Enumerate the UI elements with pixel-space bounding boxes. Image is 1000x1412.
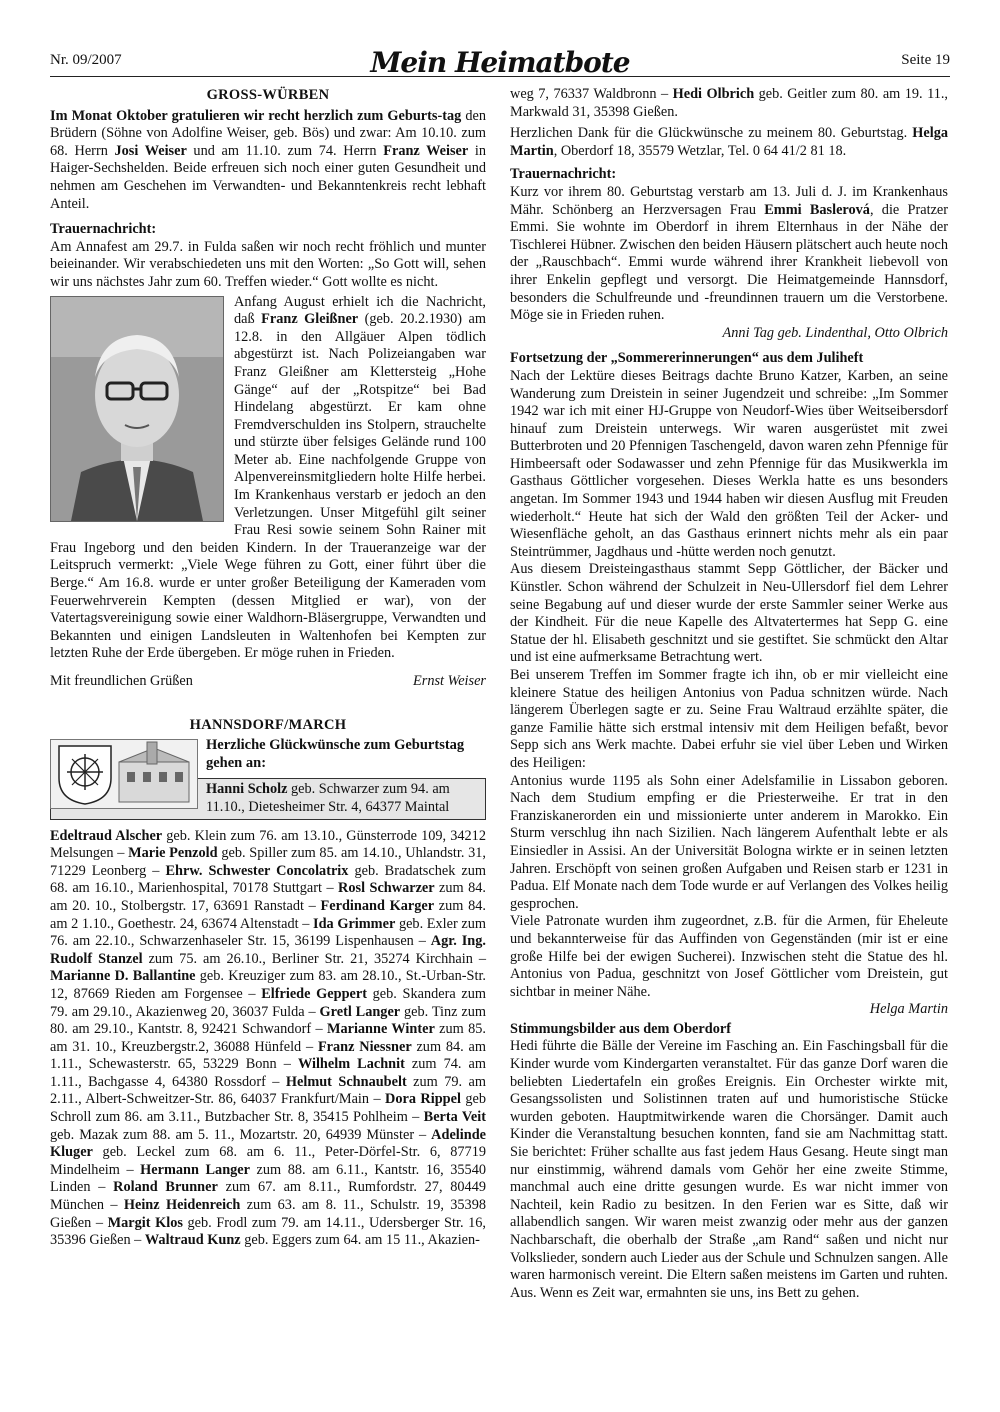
birthday-details: geb. Tinz zum 80. am 29.10., Kantstr. 8, 92421 Schwandorf –: [50, 1003, 486, 1038]
header-rule: [50, 76, 950, 77]
birthday-name: Gretl Langer: [319, 1003, 401, 1020]
birthday-name: Marianne Winter: [326, 1021, 435, 1038]
crest-illustration: [51, 740, 197, 808]
birthday-details: geb. Exler zum 76. am 22.10., Schwarzenhaseler Str. 15, 36199 Lispenhausen –: [50, 915, 487, 950]
article-paragraph-2: Aus diesem Dreisteingasthaus stammt Sepp Göttlicher, der Bäcker und Künstler. Schon während der Schulzeit in Neu-Ullersdorf fiel dem Lehrer seine Begabung auf und dieser wurde der erste Sammler seiner Werke aus der Kindheit. Für die neue Kapelle des Altvatertermes hat Sepp G. eine Statue der hl. Elisabeth geschnitzt und sie gestiftet. Sie schmückt den Altar und ist eine aufmerksame Betrachtung wert.: [510, 561, 948, 666]
birthday-name: Ida Grimmer: [313, 915, 396, 932]
left-column: [50, 86, 486, 1250]
birthday-name: Adelinde Kluger: [50, 1126, 486, 1161]
heading-stimmungsbilder: Stimmungsbilder aus dem Oberdorf: [510, 1020, 731, 1037]
birthday-name: Elfriede Geppert: [261, 985, 367, 1002]
birthday-details: geb. Frodl zum 79. am 14.11., Udersberger Str. 16, 35396 Gießen –: [50, 1214, 486, 1249]
issue-number: Nr. 09/2007: [50, 52, 122, 68]
birthday-details: zum 67. am 8.11., Rumfordstr. 27, 80449 München –: [50, 1179, 487, 1214]
article-paragraph-5: Viele Patronate wurden ihm zugeordnet, z.B. für die Armen, für Eheleute und bekannterweise für das Auffinden von Gegenständen (mir ist er eine große Hilfe bei der ewigen Sucherei). Inzwischen steht die Statue des hl. Antonius von Padua, geschnitzt von Josef Göttlicher vom Dreistein, gut sichtbar in meiner Nähe.: [510, 913, 948, 1000]
birthday-name: Berta Veit: [423, 1109, 486, 1126]
birthday-name: Roland Brunner: [113, 1179, 218, 1196]
birthday-details: geb. Klein zum 76. am 13.10., Günsterrode 109, 34212 Melsungen –: [50, 827, 486, 862]
birthday-name: Marie Penzold: [128, 845, 218, 862]
thanks-paragraph: Herzlichen Dank für die Glückwünsche zu meinem 80. Geburtstag. Helga Martin, Oberdorf 18, 35579 Wetzlar, Tel. 0 64 41/2 81 18.: [510, 125, 948, 159]
section-title-hannsdorf: HANNSDORF/MARCH: [189, 716, 347, 733]
birthday-name: Marianne D. Ballantine: [50, 968, 196, 985]
birthday-paragraph: Im Monat Oktober gratulieren wir recht herzlich zum Geburts-tag den Brüdern (Söhne von Adolfine Weiser, geb. Bös) und zwar: Am 10.10. zum 68. Herrn Josi Weiser und am 11.10. zum 74. Herrn Franz Weiser in Haiger-Sechshelden. Beide erfreuen sich noch einer guten Gesundheit und nehmen am Geschehen im Verwandten- und Bekanntenkreis recht lebhaft Anteil.: [50, 107, 486, 212]
birthday-details: geb Schroll zum 86. am 3.11., Butzbacher Str. 8, 35415 Pohlheim –: [50, 1091, 486, 1126]
highlighted-birthday-box: Hanni Scholz geb. Schwarzer zum 94. am 11.10., Dietesheimer Str. 4, 64377 Maintal: [50, 778, 486, 819]
birthday-details: zum 75. am 26.10., Berliner Str. 21, 35274 Kirchhain –: [142, 950, 486, 967]
portrait-illustration: [51, 297, 223, 521]
birthday-details: zum 79. am 2.11., Albert-Schweitzer-Str. 86, 64037 Frankfurt/Main –: [50, 1073, 486, 1108]
page-number: Seite 19: [901, 52, 950, 68]
portrait-photo: [50, 296, 224, 522]
birthday-name: Heinz Heidenreich: [123, 1197, 241, 1214]
masthead-title: Mein Heimatbote: [370, 46, 630, 79]
birthday-name: Wilhelm Lachnit: [297, 1056, 405, 1073]
birthday-details: zum 74. am 1.11., Bachgasse 4, 64380 Rossdorf –: [50, 1056, 486, 1090]
birthday-list-continued: weg 7, 76337 Waldbronn – Hedi Olbrich geb. Geitler zum 80. am 19. 11., Markwald 31, 35398 Gießen.: [510, 86, 949, 120]
birthday-list: [50, 828, 486, 1250]
birthday-name: Agr. Ing. Rudolf Stanzel: [50, 933, 486, 967]
right-column: [510, 86, 948, 1302]
article-paragraph-3: Bei unserem Treffen im Sommer fragte ich ihn, ob er mir vielleicht eine kleinere Statue des heiligen Antonius von Padua schnitzen würde. Nach längerem Überlegen sagte er zu. Seine Frau Waltraud erzählte später, die ganze Familie hätte sich erstmal intensiv mit dem Heiligen befaßt, bevor Sepp sich ans Werk machte. Dabei erfuhr sie viel über Leben und Wirken des Heiligen:: [510, 667, 948, 771]
page-header: [50, 46, 950, 79]
subheading-trauernachricht: Trauernachricht:: [50, 221, 157, 238]
subheading-trauernachricht-2: Trauernachricht:: [510, 166, 617, 183]
birthday-name: Edeltraud Alscher: [50, 827, 163, 844]
birthday-details: zum 84. am 1.11., Schewasterstr. 65, 53229 Bonn –: [50, 1038, 486, 1073]
birthday-name: Margit Klos: [107, 1214, 183, 1231]
birthday-details: geb. Bradatschek zum 68. am 16.10., Marienhospital, 70178 Stuttgart –: [50, 862, 486, 897]
birthday-name: Helmut Schnaubelt: [285, 1073, 407, 1090]
village-crest-image: [50, 739, 198, 809]
birthday-details: zum 63. am 8. 11., Schulstr. 19, 35398 Gießen –: [50, 1197, 487, 1231]
heading-sommererinnerungen: Fortsetzung der „Sommererinnerungen“ aus dem Juliheft: [510, 350, 864, 367]
obituary-2: Kurz vor ihrem 80. Geburtstag verstarb am 13. Juli d. J. im Krankenhaus Mähr. Schönberg an Herzversagen Frau Emmi Baslerová, die Pratzer Emmi. Sie wohnte im Oberdorf in ihrem Elternhaus in der Nähe der Tischlerei Hübner. Zwischen den beiden Häusern plätschert auch heute noch der „Rauschbach“. Emmi wurde während ihrer Krankheit liebevoll von ihrer Enkelin gepflegt und versorgt. Die Heimatgemeinde Hannsdorf, besonders die Schulfreunde und -freundinnen trauern um die Verstorbene. Möge sie in Frieden ruhen.: [510, 183, 949, 324]
birthday-name: Franz Niessner: [317, 1038, 412, 1055]
birthday-heading: Herzliche Glückwünsche zum Geburtstag gehen an:: [206, 737, 465, 771]
birthday-name: Ehrw. Schwester Concolatrix: [165, 862, 349, 879]
article-paragraph-1: Nach der Lektüre dieses Beitrags dachte Bruno Katzer, Karben, an seine Wanderung zum Dreistein in seiner Jugendzeit und schreibe: „Im Sommer 1942 war ich mit einer HJ-Gruppe von Neudorf-Wies über Weitseibersdorf hinauf zum Dreistein unterwegs. Wir waren ausgerüstet mit zwei Butterbroten und 20 Pfennigen Taschengeld, davon waren zehn Pfennige für Himbeersaft oder Sodawasser und zehn Pfennige für das Musikwerkla im Gasthaus Göttlicher vorgesehen. Dieses Werkla hatte es uns besonders angetan. Im Sommer 1943 und 1944 haben wir diesen Ausflug mit Freuden wiederholt.“ Heute hat sich der Wald den größten Teil der Acker- und Wiesenfläche geholt, an das Gasthaus erinnert nichts mehr als ein paar Steintrümmer, Jagdhaus und -hütte werden noch genutzt.: [510, 367, 948, 560]
birthday-details: geb. Spiller zum 85. am 14.10., Uhlandstr. 31, 71229 Leonberg –: [50, 845, 486, 879]
article-paragraph-4: Antonius wurde 1195 als Sohn einer Adelsfamilie in Lissabon geboren. Nach dem Studium empfing er die Priesterweihe. Er trat in den Franziskanerorden ein und missionierte unter anderem in Marokko. Ein Sturm verschlug ihn nach Sizilien. Nach längerem Aufenthalt lebte er als Einsiedler in Assisi. An der Universität Bologna wirkte er in seinen letzten Jahren. Erschöpft von seinen großen Aufgaben und Reisen starb er 1231 in Padua. Elf Monate nach dem Tode wurde er auf Verlangen des Volkes heilig gesprochen.: [510, 772, 948, 912]
birthday-name: Hermann Langer: [140, 1161, 250, 1178]
birthday-details: zum 84. am 2 1.10., Goethestr. 24, 63674 Altenstadt –: [50, 897, 486, 932]
obituary-2-signature: Anni Tag geb. Lindenthal, Otto Olbrich: [722, 324, 948, 341]
birthday-details: geb. Leckel zum 68. am 6. 11., Peter-Dörfel-Str. 6, 87719 Mindelheim –: [50, 1144, 486, 1178]
section-title-gross-wuerben: GROSS-WÜRBEN: [206, 87, 330, 103]
birthday-details: zum 85. am 31. 10., Kreuzbergstr.2, 36088 Hünfeld –: [50, 1021, 486, 1055]
birthday-details: zum 84. am 20. 10., Stolbergstr. 17, 63691 Ranstadt –: [50, 880, 486, 914]
obituary-intro: Am Annafest am 29.7. in Fulda saßen wir noch recht fröhlich und munter beieinander. Wir verabschiedeten uns mit den Worten: „So Gott will, sehen wir uns nächstes Jahr zum 60. Treffen wieder.“ Gott wollte es nicht.: [50, 238, 486, 290]
birthday-name: Dora Rippel: [385, 1091, 461, 1108]
signature-row: [50, 673, 486, 691]
stimmungsbilder-paragraph: Hedi führte die Bälle der Vereine im Fasching an. Ein Faschingsball für die Kinder wurde vom Kindergarten veranstaltet. Für das ganze Dorf waren die beliebten Liedertafeln ein großes Ereignis. Ein Orchester wirkte mit, Gesangssolisten und Solistinnen traten auf und humoristische Stücke wurden geboten. Hauptmitwirkende waren die Chorsänger. Damit auch Kinder die Veranstaltung besuchen konnten, fand sie am Nachmittag statt. Sie berichtet: Früher schallte aus fast jedem Haus Gesang. Heute singt man nur einstimmig, während damals vom Gehör her eine zweite Stimme, manchmal auch eine dritte gesungen wurde. Es war nicht immer von Nachteil, kein Radio zu besitzen. In den Ferien war es Sitte, daß wir allabendlich sangen. Wir waren meist zwanzig oder mehr aus der ganzen Nachbarschaft, die oberhalb der Straße „am Rand“ saßen und nicht nur Volkslieder, sondern auch Lieder aus der Schule und Schnulzen sangen. Alle waren harmonisch vereint. Die Eltern saßen meistens im Garten und ruhten. Aus. Wenn es Zeit war, ermahnten sie uns, ins Bett zu gehen.: [510, 1038, 948, 1301]
greeting: Mit freundlichen Grüßen: [50, 673, 193, 689]
article-signature: Helga Martin: [869, 1001, 948, 1018]
birthday-details: geb. Kreuziger zum 83. am 28.10., St.-Urban-Str. 12, 87669 Rieden am Forgensee –: [50, 968, 487, 1002]
obituary-text: Anfang August erhielt ich die Nachricht, daß Franz Gleißner (geb. 20.2.1930) am 12.8. in den Allgäuer Alpen tödlich abgestürzt ist. Nach Polizeiangaben war Franz Gleißner am Klettersteig „Hohe Gänge“ auf der „Rotspitze“ bei Bad Hindelang abgestürzt. Er kam ohne Fremdverschulden ins Stolpern, strauchelte und stürzte über felsiges Gelände rund 100 Meter ab. Eine nachfolgende Gruppe von Alpenvereinsmitgliedern holte Hilfe herbei. Im Krankenhaus verstarb er jedoch an den Verletzungen. Unser Mitgefühl gilt seiner Frau Resi sowie seinem Sohn Rainer mit Frau Ingeborg und den beiden Kindern. In der Traueranzeige war der Leitspruch vermerkt: „Viele Wege führen zu Gott, einer führt über die Berge.“ Am 16.8. wurde er unter großer Beteiligung der Kameraden vom Feuerwehrverein Kempten (dessen Mitglied er war), von der Vatertagsvereinigung sowie einer Waldhorn-Bläsergruppe, Verwandten und Bekannten und einigen Landsleuten in Waltenhofen bei Kempten zur letzten Ruhe der Erde übergeben. Er möge ruhen in Frieden.: [50, 293, 486, 662]
signature-name: Ernst Weiser: [413, 673, 486, 689]
birthday-details: geb. Eggers zum 64. am 15 11., Akazien-: [240, 1232, 480, 1249]
birthday-details: zum 88. am 6.11., Kantstr. 16, 35540 Linden –: [50, 1161, 486, 1196]
birthday-name: Waltraud Kunz: [144, 1232, 241, 1249]
birthday-details: geb. Skandera zum 79. am 29.10., Akazienweg 20, 36037 Fulda –: [50, 985, 487, 1020]
birthday-details: geb. Mazak zum 88. am 5. 11., Mozartstr. 20, 64939 Münster –: [50, 1126, 432, 1143]
birthday-name: Ferdinand Karger: [320, 897, 435, 914]
birthday-name: Rosl Schwarzer: [338, 880, 435, 897]
